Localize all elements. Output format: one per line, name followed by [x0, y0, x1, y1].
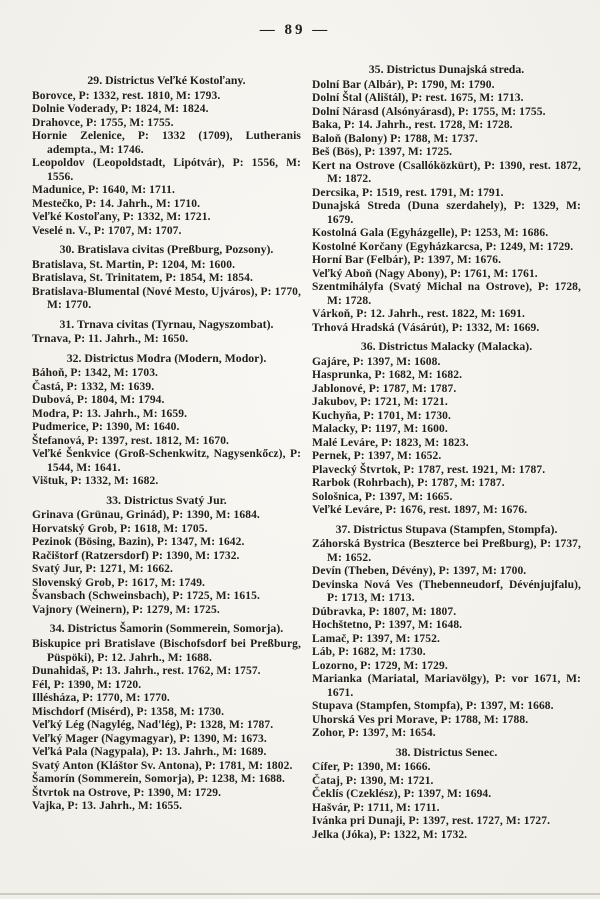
place-entry: Veľká Pala (Nagypala), P: 13. Jahrh., M: 1689.: [32, 746, 267, 759]
place-entry: Hornie Zelenice, P: 1332 (1709), Lutheranis adempta., M: 1746.: [32, 130, 301, 156]
page-number: — 89 —: [259, 22, 331, 38]
place-entry: Devinska Nová Ves (Thebenneudorf, Dévénjujfalu), P: 1713, M: 1713.: [312, 578, 581, 605]
district-heading: 38. Districtus Senec.: [395, 744, 498, 759]
place-entry: Slovenský Grob, P: 1617, M: 1749.: [32, 576, 206, 589]
right-column: [312, 58, 581, 845]
place-entry: Račištorf (Ratzersdorf) P: 1390, M: 1732.: [32, 549, 240, 562]
place-entry: Cífer, P: 1390, M: 1666.: [312, 761, 431, 774]
place-entry: Modra, P: 13. Jahrh., M: 1659.: [32, 407, 188, 420]
place-entry: Trhová Hradská (Vásárút), P: 1332, M: 1669.: [312, 321, 540, 334]
place-entry: Madunice, P: 1640, M: 1711.: [32, 184, 175, 197]
place-entry: Dolnie Voderady, P: 1824, M: 1824.: [32, 103, 209, 116]
place-entry: Malé Leváre, P: 1823, M: 1823.: [312, 436, 469, 449]
place-entry: Svatý Jur, P: 1271, M: 1662.: [32, 563, 174, 576]
place-entry: Illésháza, P: 1770, M: 1770.: [32, 692, 170, 705]
place-entry: Dunahidaš, P: 13. Jahrh., rest. 1762, M: 1757.: [32, 665, 261, 678]
place-entry: Vajnory (Weinern), P: 1279, M: 1725.: [32, 603, 220, 616]
place-entry: Hašvár, P: 1711, M: 1711.: [312, 801, 440, 814]
place-entry: Šamorín (Sommerein, Somorja), P: 1238, M: 1688.: [32, 773, 285, 786]
district-heading: 37. Districtus Stupava (Stampfen, Stompfa).: [335, 521, 558, 536]
place-entry: Sološnica, P: 1397, M: 1665.: [312, 490, 453, 503]
place-entry: Veľký Lég (Nagylég, Nad'lég), P: 1328, M: 1787.: [32, 719, 274, 732]
place-entry: Štvrtok na Ostrove, P: 1390, M: 1729.: [32, 786, 222, 799]
place-entry: Drahovce, P: 1755, M: 1755.: [32, 116, 174, 129]
place-entry: Dercsika, P: 1519, rest. 1791, M: 1791.: [312, 186, 504, 199]
place-entry: Horní Bar (Felbár), P: 1397, M: 1676.: [312, 254, 502, 267]
place-entry: Lozorno, P: 1729, M: 1729.: [312, 659, 448, 672]
district-section: [312, 523, 581, 741]
place-entry: Borovce, P: 1332, rest. 1810, M: 1793.: [32, 89, 221, 102]
place-entry: Čataj, P: 1390, M: 1721.: [312, 774, 434, 787]
place-entry: Svatý Anton (Kláštor Sv. Antona), P: 1781, M: 1802.: [32, 759, 293, 772]
place-entry: Štefanová, P: 1397, rest. 1812, M: 1670.: [32, 434, 230, 447]
place-entry: Leopoldov (Leopoldstadt, Lipótvár), P: 1556, M: 1556.: [32, 157, 301, 183]
district-section: [312, 63, 581, 335]
place-entry: Plavecký Štvrtok, P: 1787, rest. 1921, M: 1787.: [312, 463, 546, 476]
place-entry: Zohor, P: 1397, M: 1654.: [312, 727, 436, 740]
place-entry: Dunajská Streda (Duna szerdahely), P: 1329, M: 1679.: [312, 200, 581, 226]
place-entry: Ivánka pri Dunaji, P: 1397, rest. 1727, M: 1727.: [312, 815, 551, 828]
place-entry: Veľké Leváre, P: 1676, rest. 1897, M: 1676.: [312, 504, 528, 517]
place-entry: Pezinok (Bösing, Bazin), P: 1347, M: 1642.: [32, 536, 245, 549]
place-entry: Záhorská Bystrica (Beszterce bei Preßburg), P: 1737, M: 1652.: [312, 538, 581, 564]
place-entry: Fél, P: 1390, M: 1720.: [32, 678, 142, 691]
place-entry: Veľký Aboň (Nagy Abony), P: 1761, M: 1761.: [312, 267, 538, 280]
district-heading: 31. Trnava civitas (Tyrnau, Nagyszombat).: [59, 316, 274, 331]
district-heading: 36. Districtus Malacky (Malacka).: [360, 339, 533, 354]
place-entry: Marianka (Mariatal, Mariavölgy), P: vor 1671, M: 1671.: [312, 673, 581, 699]
place-entry: Veľké Šenkvice (Groß-Schenkwitz, Nagysenkőcz), P: 1544, M: 1641.: [32, 448, 301, 474]
place-entry: Uhorská Ves pri Morave, P: 1788, M: 1788.: [312, 713, 529, 726]
place-entry: Bratislava, St. Martin, P: 1204, M: 1600.: [32, 258, 236, 271]
place-entry: Grinava (Grünau, Grinád), P: 1390, M: 1684.: [32, 509, 260, 522]
place-entry: Devín (Theben, Dévény), P: 1397, M: 1700.: [312, 565, 527, 578]
district-heading: 30. Bratislava civitas (Preßburg, Pozsony).: [59, 242, 274, 257]
place-entry: Vištuk, P: 1332, M: 1682.: [32, 475, 159, 488]
place-entry: Bratislava-Blumental (Nové Mesto, Ujváros), P: 1770, M: 1770.: [32, 285, 301, 312]
place-entry: Biskupice pri Bratislave (Bischofsdorf bei Preßburg, Püspöki), P: 12. Jahrh., M: 1688.: [32, 638, 301, 664]
place-entry: Stupava (Stampfen, Stompfa), P: 1397, M: 1668.: [312, 700, 554, 713]
district-heading: 29. Districtus Veľké Kostoľany.: [87, 73, 246, 87]
place-entry: Lamač, P: 1397, M: 1752.: [312, 632, 440, 645]
place-entry: Gajáre, P: 1397, M: 1608.: [312, 355, 441, 368]
place-entry: Baloň (Balony) P: 1788, M: 1737.: [312, 132, 478, 145]
place-entry: Horvatský Grob, P: 1618, M: 1705.: [32, 522, 208, 535]
place-entry: Švansbach (Schweinsbach), P: 1725, M: 1615.: [32, 590, 260, 603]
place-entry: Čeklís (Czeklész), P: 1397, M: 1694.: [312, 788, 492, 801]
district-section: [32, 494, 301, 618]
place-entry: Bratislava, St. Trinitatem, P: 1854, M: 1854.: [32, 272, 253, 285]
place-entry: Veselé n. V., P: 1707, M: 1707.: [32, 224, 182, 237]
place-entry: Mischdorf (Misérd), P: 1358, M: 1730.: [32, 705, 225, 718]
place-entry: Hasprunka, P: 1682, M: 1682.: [312, 369, 463, 382]
place-entry: Szentmihályfa (Svatý Michal na Ostrove), P: 1728, M: 1728.: [312, 281, 581, 307]
place-entry: Kostolné Korčany (Egyházkarcsa, P: 1249, M: 1729.: [312, 240, 574, 253]
place-entry: Vajka, P: 13. Jahrh., M: 1655.: [32, 800, 183, 813]
place-entry: Dolní Nárasd (Alsónyárasd), P: 1755, M: 1755.: [312, 105, 546, 118]
place-entry: Jakubov, P: 1721, M: 1721.: [312, 396, 448, 409]
place-entry: Jelka (Jóka), P: 1322, M: 1732.: [312, 828, 468, 841]
scan-edge-line: [0, 893, 600, 895]
district-section: [312, 340, 581, 518]
place-entry: Jablonové, P: 1787, M: 1787.: [312, 382, 457, 395]
place-entry: Kostolná Gala (Egyházgelle), P: 1253, M: 1686.: [312, 227, 549, 240]
place-entry: Báhoň, P: 1342, M: 1703.: [32, 367, 159, 380]
place-entry: Láb, P: 1682, M: 1730.: [312, 646, 426, 659]
place-entry: Dubová, P: 1804, M: 1794.: [32, 394, 165, 407]
place-entry: Pudmerice, P: 1390, M: 1640.: [32, 421, 180, 434]
place-entry: Kert na Ostrove (Csallóközkürt), P: 1390, rest. 1872, M: 1872.: [312, 159, 581, 186]
place-entry: Kuchyňa, P: 1701, M: 1730.: [312, 409, 451, 422]
left-column: [32, 58, 301, 845]
district-heading: 35. Districtus Dunajská streda.: [368, 62, 525, 76]
place-entry: Baka, P: 14. Jahrh., rest. 1728, M: 1728.: [312, 119, 513, 132]
place-entry: Mestečko, P: 14. Jahrh., M: 1710.: [32, 197, 201, 210]
two-column-layout: [32, 58, 582, 845]
place-entry: Veľké Kostoľany, P: 1332, M: 1721.: [32, 211, 211, 224]
district-section: [32, 352, 301, 489]
place-entry: Hochštetno, P: 1397, M: 1648.: [312, 619, 463, 632]
place-entry: Dolní Bar (Albár), P: 1790, M: 1790.: [312, 78, 495, 91]
district-section: [32, 318, 301, 347]
district-section: [32, 622, 301, 813]
place-entry: Rarbok (Rohrbach), P: 1787, M: 1787.: [312, 477, 505, 490]
place-entry: Beš (Bös), P: 1397, M: 1725.: [312, 146, 453, 159]
district-heading: 32. Districtus Modra (Modern, Modor).: [66, 350, 267, 365]
place-entry: Várkoň, P: 12. Jahrh., rest. 1822, M: 1691.: [312, 308, 525, 321]
district-heading: 33. Districtus Svatý Jur.: [106, 492, 227, 507]
place-entry: Častá, P: 1332, M: 1639.: [32, 380, 155, 393]
district-section: [32, 74, 301, 238]
place-entry: Veľký Mager (Nagymagyar), P: 1390, M: 1673.: [32, 732, 267, 745]
district-heading: 34. Districtus Šamorin (Sommerein, Somorja).: [49, 621, 284, 636]
place-entry: Trnava, P: 11. Jahrh., M: 1650.: [32, 333, 189, 346]
district-section: [312, 746, 581, 843]
place-entry: Malacky, P: 1197, M: 1600.: [312, 423, 448, 436]
place-entry: Dúbravka, P: 1807, M: 1807.: [312, 605, 457, 618]
place-entry: Dolní Štal (Alištál), P: rest. 1675, M: 1713.: [312, 92, 524, 105]
place-entry: Pernek, P: 1397, M: 1652.: [312, 450, 442, 463]
district-section: [32, 243, 301, 313]
